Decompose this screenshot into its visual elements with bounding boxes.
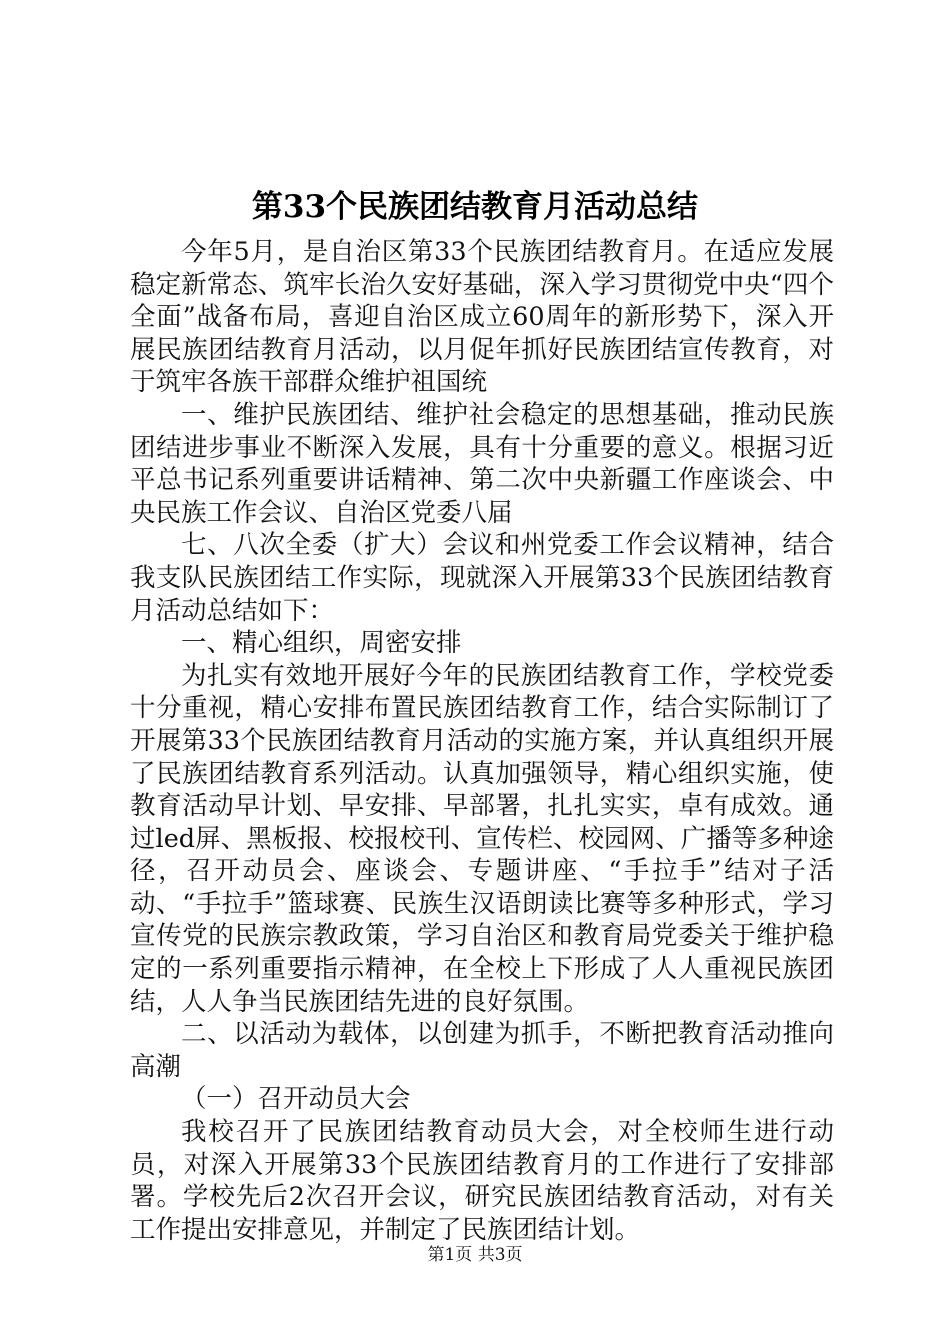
section-heading: 二、以活动为载体，以创建为抓手，不断把教育活动推向高潮 xyxy=(130,1019,834,1082)
paragraph: 我校召开了民族团结教育动员大会，对全校师生进行动员，对深入开展第33个民族团结教育月的工作进行了安排部署。学校先后2次召开会议，研究民族团结教育活动，对有关工作提出安排意见，并制定了民族团结计划。 xyxy=(130,1117,834,1245)
paragraph: 今年5月，是自治区第33个民族团结教育月。在适应发展稳定新常态、筑牢长治久安好基础，深入学习贯彻党中央“四个全面”战备布局，喜迎自治区成立60周年的新形势下，深入开展民族团结教育月活动，以月促年抓好民族团结宣传教育，对于筑牢各族干部群众维护祖国统 xyxy=(130,237,834,398)
paragraph: 为扎实有效地开展好今年的民族团结教育工作，学校党委十分重视，精心安排布置民族团结教育工作，结合实际制订了开展第33个民族团结教育月活动的实施方案，并认真组织开展了民族团结教育系列活动。认真加强领导，精心组织实施，使教育活动早计划、早安排、早部署，扎扎实实，卓有成效。通过led屏、黑板报、校报校刊、宣传栏、校园网、广播等多种途径，召开动员会、座谈会、专题讲座、“手拉手”结对子活动、“手拉手”篮球赛、民族生汉语朗读比赛等多种形式，学习宣传党的民族宗教政策，学习自治区和教育局党委关于维护稳定的一系列重要指示精神，在全校上下形成了人人重视民族团结，人人争当民族团结先进的良好氛围。 xyxy=(130,660,834,1017)
paragraph: 七、八次全委（扩大）会议和州党委工作会议精神，结合我支队民族团结工作实际，现就深入开展第33个民族团结教育月活动总结如下： xyxy=(130,530,834,626)
page-footer: 第1页 共3页 xyxy=(427,1245,523,1265)
document-body xyxy=(130,236,834,1246)
subsection-heading: （一）召开动员大会 xyxy=(181,1084,411,1115)
paragraph: 一、维护民族团结、维护社会稳定的思想基础，推动民族团结进步事业不断深入发展，具有十分重要的意义。根据习近平总书记系列重要讲话精神、第二次中央新疆工作座谈会、中央民族工作会议、自治区党委八届 xyxy=(130,399,834,528)
section-heading: 一、精心组织，周密安排 xyxy=(181,628,462,659)
document-title: 第33个民族团结教育月活动总结 xyxy=(251,189,699,225)
